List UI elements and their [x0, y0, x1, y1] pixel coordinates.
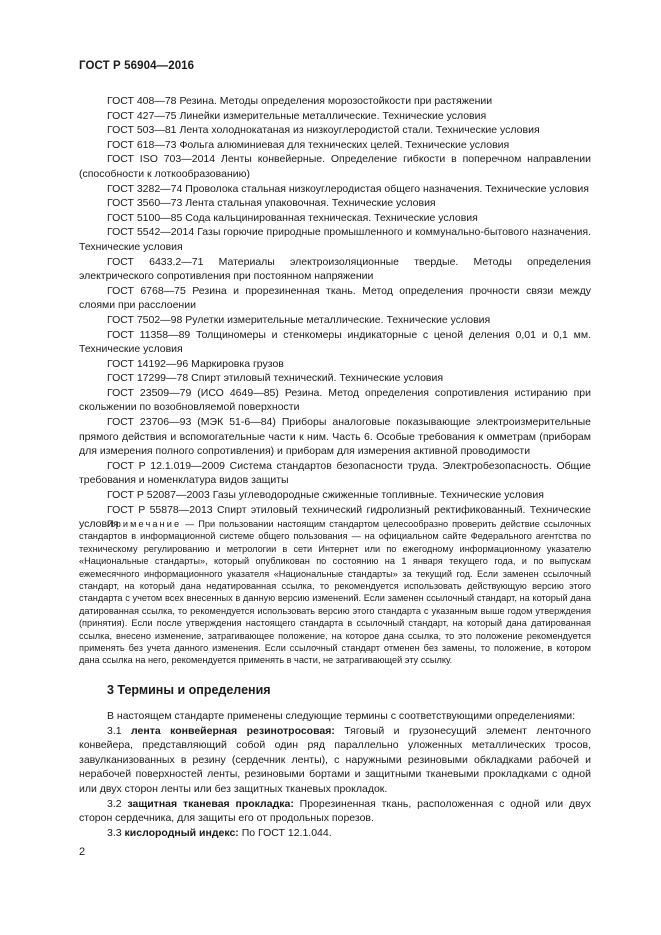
reference-item: ГОСТ 6768—75 Резина и прорезиненная ткань. Метод определения прочности связи между слоями при расслоении — [79, 284, 591, 312]
term-number: 3.3 — [107, 826, 125, 839]
reference-item: ГОСТ 503—81 Лента холоднокатаная из низкоуглеродистой стали. Технические условия — [107, 124, 540, 137]
reference-item: ГОСТ 6433.2—71 Материалы электроизоляционные твердые. Методы определения электрического сопротивления при постоянном напряжении — [79, 255, 591, 283]
reference-item: ГОСТ ISO 703—2014 Ленты конвейерные. Определение гибкости в поперечном направлении (способности к лоткообразованию) — [79, 153, 591, 180]
section-intro: В настоящем стандарте применены следующие термины с соответствующими определениями: — [107, 710, 576, 722]
term-number: 3.1 — [107, 724, 132, 737]
reference-item: ГОСТ 3560—73 Лента стальная упаковочная. Технические условия — [107, 197, 436, 210]
normative-references-list — [79, 94, 591, 532]
reference-item: ГОСТ 3282—74 Проволока стальная низкоуглеродистая общего назначения. Технические условия — [107, 182, 589, 195]
term-text: Прорезиненная ткань, расположенная с одной или двух сторон сердечника, для защиты его от продольных порезов. — [79, 797, 591, 825]
reference-item: ГОСТ 14192—96 Маркировка грузов — [107, 357, 284, 370]
reference-item: ГОСТ 618—73 Фольга алюминиевая для технических целей. Технические условия — [107, 138, 510, 151]
term-text: Тяговый и грузонесущий элемент ленточного конвейера, представляющий собой один ряд параллельно уложенных металлических тросов, завулканизованных в резину (сердечник ленты), с наружными резиновыми обкладками рабочей и нерабочей поверхностей ленты, резиновыми бортами и защитными тканевыми прокладками с одной или двух сторон ленты или без защитных тканевых прокладок. — [79, 724, 591, 795]
reference-item: ГОСТ 23509—79 (ИСО 4649—85) Резина. Метод определения сопротивления истиранию при скольжении по возобновляемой поверхности — [79, 386, 591, 414]
term-number: 3.2 — [107, 797, 128, 810]
reference-item: ГОСТ 5100—85 Сода кальцинированная техническая. Технические условия — [107, 211, 478, 224]
reference-item: ГОСТ 11358—89 Толщиномеры и стенкомеры индикаторные с ценой деления 0,01 и 0,1 мм. Технические условия — [79, 328, 591, 356]
reference-item: ГОСТ Р 55878—2013 Спирт этиловый технический гидролизный ректификованный. Технические условия — [79, 503, 591, 531]
section-title: 3 Термины и определения — [107, 683, 271, 697]
terms-section — [79, 709, 591, 840]
note-label: Примечание — [107, 519, 182, 529]
note-text: — При пользовании настоящим стандартом целесообразно проверить действие ссылочных стандартов в информационной системе общего пользования — на официальном сайте Федерального агентства по техническому регулированию и метрологии в сети Интернет или по ежегодному информационному указателю «Национальные стандарты», который опубликован по состоянию на 1 января текущего года, и по выпускам ежемесячного информационного указателя «Национальные стандарты» за текущий год. Если заменен ссылочный стандарт, на который дана недатированная ссылка, то рекомендуется использовать действующую версию этого стандарта с учетом всех внесенных в данную версию изменений. Если заменен ссылочный стандарт, на который дана датированная ссылка, то рекомендуется использовать версию этого стандарта с указанным выше годом утверждения (принятия). Если после утверждения настоящего стандарта в ссылочный стандарт, на который дана датированная ссылка, внесено изменение, затрагивающее положение, на которое дана ссылка, то это положение рекомендуется применять без учета данного изменения. Если ссылочный стандарт отменен без замены, то положение, в котором дана ссылка на него, рекомендуется применять в части, не затрагивающей эту ссылку. — [79, 519, 591, 666]
reference-item: ГОСТ Р 52087—2003 Газы углеводородные сжиженные топливные. Технические условия — [107, 489, 544, 502]
page-number: 2 — [79, 846, 86, 858]
reference-item: ГОСТ 5542—2014 Газы горючие природные промышленного и коммунально-бытового назначения. Технические условия — [79, 226, 591, 253]
reference-item: ГОСТ 17299—78 Спирт этиловый технический. Технические условия — [107, 372, 444, 385]
document-header: ГОСТ Р 56904—2016 — [79, 60, 195, 72]
note-paragraph — [79, 518, 591, 667]
term-name: кислородный индекс: — [124, 826, 239, 839]
reference-item: ГОСТ 23706—93 (МЭК 51-6—84) Приборы аналоговые показывающие электроизмерительные прямого действия и вспомогательные части к ним. Часть 6. Особые требования к омметрам (приборам для измерения полного сопротивления) и приборам для измерения активной проводимости — [79, 416, 591, 458]
term-definition — [79, 724, 591, 797]
term-name: лента конвейерная резинотросовая: — [131, 724, 335, 737]
reference-item: ГОСТ 427—75 Линейки измерительные металлические. Технические условия — [107, 109, 487, 122]
term-text: По ГОСТ 12.1.044. — [238, 826, 332, 839]
reference-item: ГОСТ Р 12.1.019—2009 Система стандартов безопасности труда. Электробезопасность. Общие требования и номенклатура видов защиты — [79, 459, 591, 487]
reference-item: ГОСТ 7502—98 Рулетки измерительные металлические. Технические условия — [107, 313, 491, 326]
term-definition — [79, 797, 591, 826]
term-definition — [79, 826, 591, 841]
reference-item: ГОСТ 408—78 Резина. Методы определения морозостойкости при растяжении — [107, 95, 493, 107]
term-name: защитная тканевая прокладка: — [127, 797, 294, 810]
